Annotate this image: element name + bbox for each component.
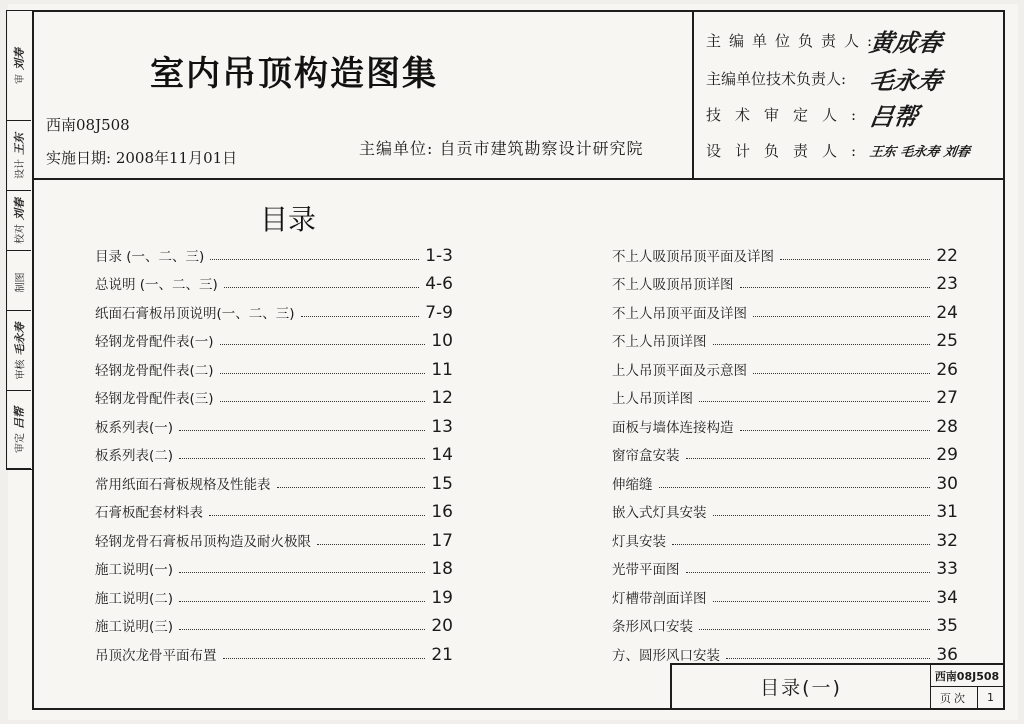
strip-cell [7, 311, 31, 391]
toc-entry [95, 350, 453, 379]
toc-entry-page: 20 [431, 616, 453, 636]
page-number: 1 [987, 691, 994, 704]
toc-entry [612, 635, 958, 664]
toc-entry-page: 18 [431, 559, 453, 579]
dot-leader [220, 401, 426, 402]
dot-leader [686, 458, 931, 459]
toc-entry-title: 轻钢龙骨配件表(三) [95, 391, 214, 407]
signature: 王东 毛永寿 刘春 [868, 144, 971, 160]
toc-entry-title: 纸面石膏板吊顶说明(一、二、三) [95, 305, 295, 322]
toc-entry [95, 436, 453, 465]
binding-strip [6, 10, 32, 470]
toc-entry-page: 36 [936, 644, 958, 665]
toc-entry-page: 4-6 [425, 274, 453, 294]
toc-entry-page: 34 [936, 587, 958, 608]
dot-leader [753, 373, 930, 374]
atlas-code: 西南08J508 [46, 116, 130, 134]
toc-entry-title: 光带平面图 [612, 562, 680, 578]
toc-entry [612, 464, 958, 493]
strip-cell [7, 251, 31, 311]
dot-leader [277, 487, 426, 488]
resp-label: 主编单位技术负责人: [706, 69, 847, 88]
toc-entry [612, 521, 958, 550]
toc-entry-title: 上人吊顶平面及示意图 [612, 362, 747, 379]
toc-entry-title: 轻钢龙骨石膏板吊顶构造及耐火极限 [95, 533, 311, 550]
signature: 黄成春 [867, 27, 944, 57]
dot-leader [179, 572, 425, 573]
toc-entry-page: 25 [936, 331, 958, 351]
strip-signature: 刘春 [13, 197, 26, 220]
strip-label: 审定 [15, 432, 26, 453]
dot-leader [780, 259, 930, 260]
page-label: 页次 [931, 687, 978, 708]
toc-entry [95, 635, 453, 664]
toc-entry-page: 13 [431, 416, 453, 437]
toc-entry [95, 407, 453, 436]
implementation-date: 实施日期: 2008年11月01日 [46, 149, 238, 167]
dot-leader [179, 629, 425, 630]
toc-entry [95, 550, 453, 579]
dot-leader [659, 487, 931, 488]
toc-entry-page: 33 [936, 559, 958, 579]
toc-entry [612, 407, 958, 436]
toc-entry-title: 施工说明(三) [95, 619, 174, 635]
toc-entry-page: 22 [936, 245, 958, 266]
toc-entry-page: 1-3 [425, 245, 453, 266]
responsibility-block [692, 10, 1003, 178]
toc-left-column [95, 236, 453, 664]
toc-entry-title: 面板与墙体连接构造 [612, 419, 734, 436]
dot-leader [224, 287, 419, 288]
toc-entry-page: 30 [936, 473, 958, 494]
dot-leader [753, 316, 930, 317]
toc-entry-page: 29 [936, 445, 958, 465]
toc-entry-page: 21 [431, 644, 453, 665]
toc-entry [95, 521, 453, 550]
toc-entry-title: 灯槽带剖面详图 [612, 590, 707, 607]
toc-entry-page: 35 [936, 616, 958, 636]
strip-signature: 吕帮 [13, 406, 26, 429]
toc-entry-title: 上人吊顶详图 [612, 391, 693, 407]
toc-entry-page: 26 [936, 359, 958, 380]
toc-entry [612, 578, 958, 607]
dot-leader [713, 515, 931, 516]
toc-entry-title: 不上人吸顶吊顶平面及详图 [612, 248, 774, 265]
toc-entry [95, 379, 453, 408]
dot-leader [179, 601, 425, 602]
toc-entry [95, 578, 453, 607]
strip-cell-content [12, 269, 27, 293]
strip-cell [7, 121, 31, 191]
toc-entry [612, 607, 958, 636]
toc-entry-page: 17 [431, 530, 453, 551]
toc-entry [612, 550, 958, 579]
toc-entry-title: 不上人吊顶详图 [612, 334, 707, 350]
toc-entry-title: 不上人吸顶吊顶详图 [612, 277, 734, 293]
page-cell [930, 687, 1003, 708]
strip-cell [7, 191, 31, 251]
title-header [32, 10, 1005, 180]
strip-cell-content [11, 198, 27, 244]
strip-cell-content [11, 322, 27, 379]
resp-row-tech-head [706, 62, 998, 94]
strip-cell-content [11, 407, 27, 453]
toc-entry [612, 379, 958, 408]
toc-entry [612, 436, 958, 465]
signature: 吕帮 [867, 101, 920, 131]
toc-entry-title: 轻钢龙骨配件表(二) [95, 362, 214, 379]
toc-entry-title: 伸缩缝 [612, 476, 653, 493]
toc-entry-title: 常用纸面石膏板规格及性能表 [95, 476, 271, 493]
toc-right-column [612, 236, 958, 664]
toc-entry-page: 24 [936, 302, 958, 323]
dot-leader [209, 515, 425, 516]
toc-entry-title: 板系列表(二) [95, 448, 174, 464]
strip-cell-content [11, 48, 27, 84]
toc-entry [612, 322, 958, 351]
strip-signature: 王东 [13, 132, 26, 155]
toc-entry [95, 322, 453, 351]
toc-title: 目录 [260, 203, 317, 236]
toc-entry-title: 灯具安装 [612, 533, 666, 550]
toc-entry-page: 14 [431, 445, 453, 465]
toc-entry-title: 目录 (一、二、三) [95, 248, 205, 265]
strip-label: 审 [15, 73, 26, 84]
toc-entry-title: 嵌入式灯具安装 [612, 505, 707, 521]
dot-leader [699, 629, 930, 630]
sheet-code: 西南08J508 [930, 665, 1003, 687]
resp-row-design-head [706, 134, 998, 166]
toc-entry-title: 石膏板配套材料表 [95, 505, 203, 521]
toc-entry [95, 236, 453, 265]
toc-entry-title: 轻钢龙骨配件表(一) [95, 334, 214, 350]
dot-leader [726, 658, 930, 659]
toc-entry-page: 28 [936, 416, 958, 437]
toc-entry-page: 16 [431, 502, 453, 522]
toc-entry-page: 12 [431, 388, 453, 408]
dot-leader [740, 430, 931, 431]
strip-label: 校对 [15, 223, 26, 244]
toc-entry-title: 施工说明(一) [95, 562, 174, 578]
strip-label: 审核 [15, 359, 26, 379]
toc-entry-page: 7-9 [425, 302, 453, 323]
toc-entry [95, 293, 453, 322]
toc-entry-title: 条形风口安装 [612, 619, 693, 635]
strip-cell [7, 391, 31, 469]
toc-entry-page: 11 [431, 359, 453, 380]
dot-leader [220, 344, 426, 345]
dot-leader [317, 544, 425, 545]
toc-entry [95, 493, 453, 522]
toc-entry [612, 236, 958, 265]
dot-leader [740, 287, 931, 288]
toc-entry [95, 464, 453, 493]
dot-leader [210, 259, 419, 260]
strip-signature: 刘寿 [13, 47, 26, 70]
toc-entry-page: 27 [936, 388, 958, 408]
dot-leader [672, 544, 930, 545]
sheet-title: 目录(一) [760, 677, 842, 699]
resp-row-unit-head [706, 24, 998, 56]
resp-label: 主编单位负责人: [706, 31, 881, 50]
toc-entry-page: 23 [936, 274, 958, 294]
resp-label: 设计负责人: [706, 141, 871, 160]
strip-label: 制图 [15, 272, 27, 293]
toc-entry-page: 32 [936, 530, 958, 551]
toc-entry-title: 不上人吊顶平面及详图 [612, 305, 747, 322]
signature: 毛永寿 [867, 65, 944, 95]
chief-editing-unit: 主编单位: 自贡市建筑勘察设计研究院 [359, 139, 644, 158]
toc-entry-title: 方、圆形风口安装 [612, 647, 720, 664]
title-block [670, 663, 1003, 708]
dot-leader [301, 316, 420, 317]
toc-entry-page: 31 [936, 502, 958, 522]
toc-entry [95, 265, 453, 294]
toc-entry-page: 19 [431, 587, 453, 608]
toc-entry-title: 施工说明(二) [95, 590, 174, 607]
atlas-title: 室内吊顶构造图集 [150, 54, 438, 94]
toc-entry [612, 493, 958, 522]
toc-entry [612, 350, 958, 379]
resp-label: 技术审定人: [706, 105, 871, 124]
toc-entry [95, 607, 453, 636]
toc-entry-title: 板系列表(一) [95, 419, 174, 436]
toc-entry [612, 293, 958, 322]
strip-cell [7, 11, 31, 121]
dot-leader [686, 572, 931, 573]
toc-entry-page: 15 [431, 473, 453, 494]
toc-entry-title: 吊顶次龙骨平面布置 [95, 647, 217, 664]
dot-leader [713, 601, 931, 602]
toc-entry-title: 窗帘盒安装 [612, 448, 680, 464]
dot-leader [220, 373, 426, 374]
strip-label: 设计 [15, 158, 26, 179]
toc-entry [612, 265, 958, 294]
dot-leader [179, 458, 425, 459]
dot-leader [699, 401, 930, 402]
header-left [32, 10, 692, 178]
toc-entry-title: 总说明 (一、二、三) [95, 277, 218, 293]
dot-leader [223, 658, 426, 659]
strip-signature: 毛永寿 [13, 322, 26, 355]
dot-leader [713, 344, 931, 345]
dot-leader [179, 430, 425, 431]
resp-row-reviewer [706, 98, 998, 130]
strip-cell-content [11, 133, 27, 179]
toc-entry-page: 10 [431, 331, 453, 351]
